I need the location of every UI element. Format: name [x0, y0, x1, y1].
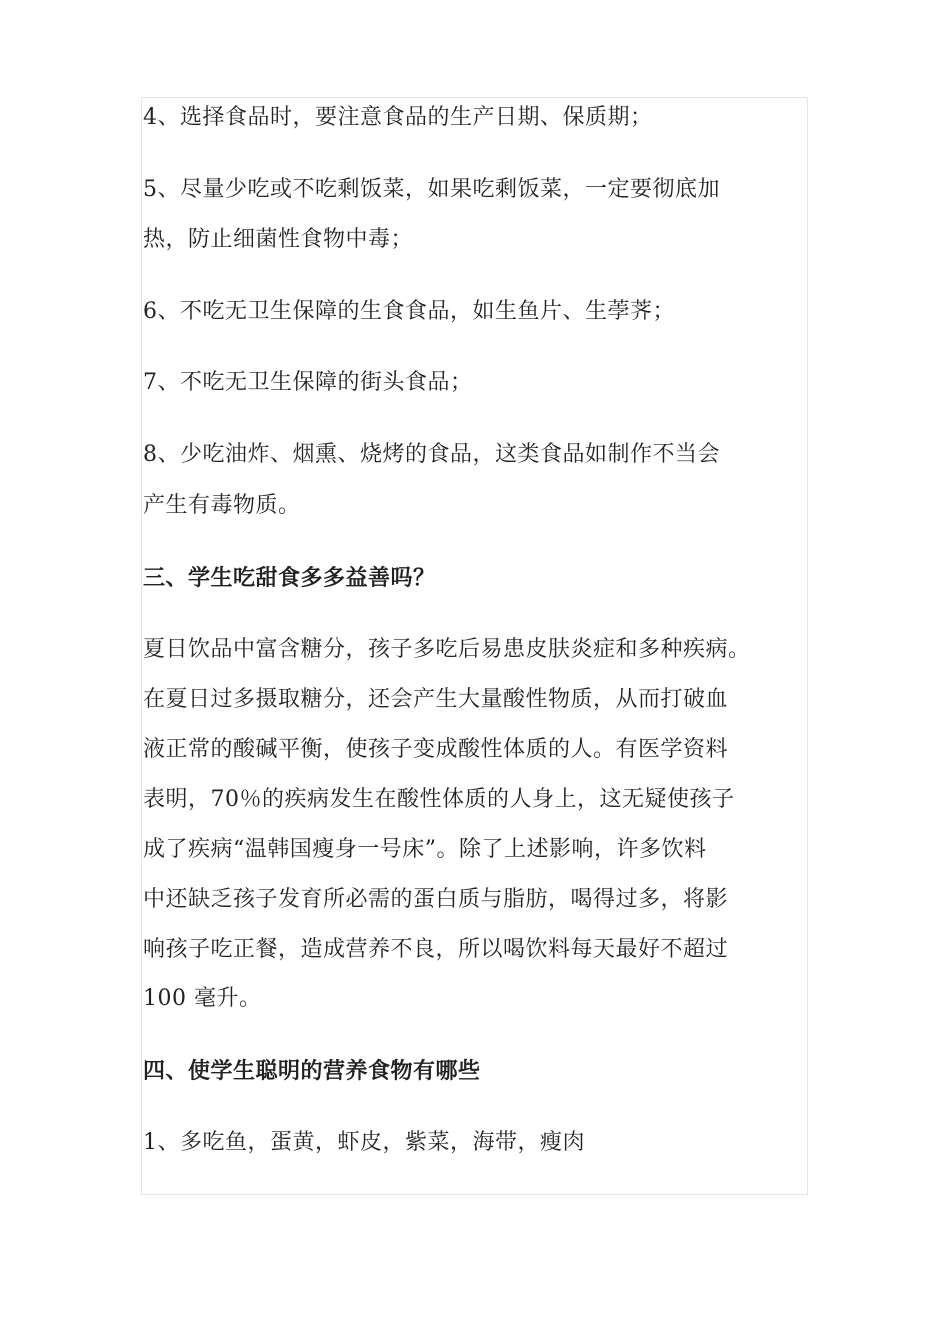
list-item-5-line-1: 5、尽量少吃或不吃剩饭菜，如果吃剩饭菜，一定要彻底加 — [143, 177, 720, 202]
section-heading-3: 三、学生吃甜食多多益善吗？ — [143, 566, 436, 591]
list-item-1: 1、多吃鱼，蛋黄，虾皮，紫菜，海带，瘦肉 — [143, 1130, 585, 1155]
paragraph-line-7: 响孩子吃正餐，造成营养不良，所以喝饮料每天最好不超过 — [143, 937, 729, 962]
list-item-8-line-1: 8、少吃油炸、烟熏、烧烤的食品，这类食品如制作不当会 — [143, 442, 720, 467]
paragraph-line-5: 成了疾病“温韩国瘦身一号床”。除了上述影响，许多饮料 — [143, 837, 707, 862]
paragraph-line-8: 100 毫升。 — [143, 986, 262, 1011]
paragraph-line-3: 液正常的酸碱平衡，使孩子变成酸性体质的人。有医学资料 — [143, 737, 729, 762]
paragraph-line-2: 在夏日过多摄取糖分，还会产生大量酸性物质，从而打破血 — [143, 687, 729, 712]
paragraph-line-6: 中还缺乏孩子发育所必需的蛋白质与脂肪，喝得过多，将影 — [143, 887, 729, 912]
list-item-8-line-2: 产生有毒物质。 — [143, 493, 301, 518]
paragraph-line-4: 表明，70％的疾病发生在酸性体质的人身上，这无疑使孩子 — [143, 787, 735, 812]
list-item-4: 4、选择食品时，要注意食品的生产日期、保质期； — [143, 105, 653, 130]
list-item-6: 6、不吃无卫生保障的生食食品，如生鱼片、生荸荠； — [143, 299, 675, 324]
list-item-5-line-2: 热，防止细菌性食物中毒； — [143, 227, 414, 252]
list-item-7: 7、不吃无卫生保障的街头食品； — [143, 370, 473, 395]
paragraph-line-1: 夏日饮品中富含糖分，孩子多吃后易患皮肤炎症和多种疾病。 — [143, 637, 751, 662]
section-heading-4: 四、使学生聪明的营养食物有哪些 — [143, 1059, 481, 1084]
